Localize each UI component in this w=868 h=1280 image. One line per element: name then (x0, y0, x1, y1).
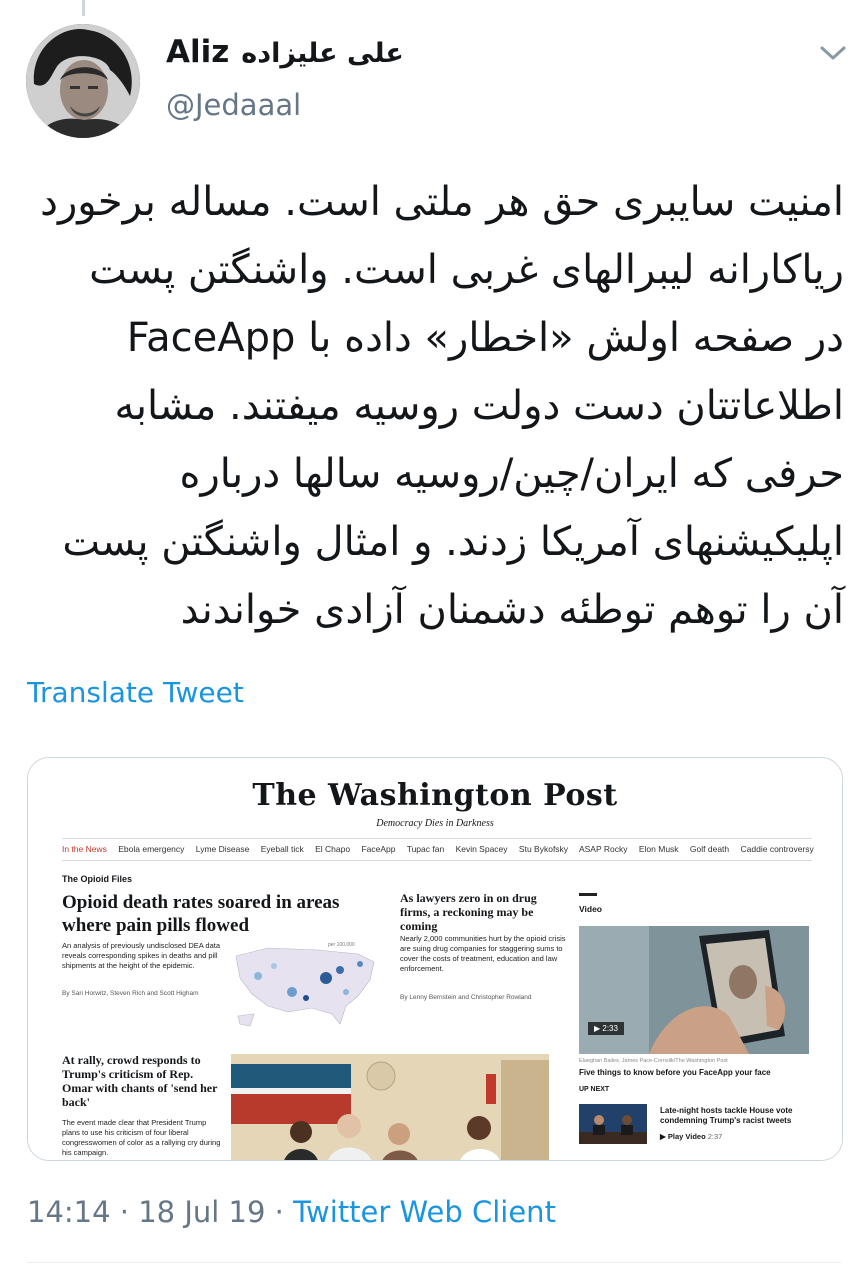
tweet-meta: 14:14 · 18 Jul 19 · Twitter Web Client (27, 1195, 556, 1229)
tweet-line: حرفی که ایران/چین/روسیه سالها درباره (179, 451, 844, 497)
author-name-persian[interactable]: علی علیزاده (241, 38, 404, 69)
tweet-line: اطلاعاتتان دست دولت روسیه میفتند. مشابه (114, 383, 844, 429)
tweet-time[interactable]: 14:14 (27, 1195, 111, 1229)
nav-item: In the News (62, 844, 107, 854)
newspaper-logo: The Washington Post (252, 778, 618, 813)
us-map-image (228, 936, 383, 1031)
nav-item: Eyeball tick (260, 844, 304, 854)
third-headline: At rally, crowd responds to Trump's criticism of Rep. Omar with chants of 'send her back' (62, 1053, 218, 1109)
nav-item: FaceApp (361, 844, 396, 854)
play-video-label: Play Video (667, 1132, 706, 1141)
nav-item: Stu Bykofsky (518, 844, 569, 854)
tweet-line: آن را توهم توطئه دشمنان آزادی خواندند (180, 587, 844, 633)
avatar-image (26, 24, 140, 138)
video-duration-text: 2:33 (602, 1024, 618, 1033)
nav-item: Tupac fan (406, 844, 445, 854)
nav-item: El Chapo (315, 844, 351, 854)
up-next-label: UP NEXT (579, 1086, 610, 1093)
divider (62, 838, 812, 839)
play-video-link: ▶ Play Video 2:37 (660, 1132, 723, 1141)
lead-headline: Opioid death rates soared in areas where pain pills flowed (62, 892, 340, 936)
video-credit: Elaeghan Bailes, James Pace-Cornsilk/The Washington Post (579, 1058, 728, 1064)
tweet-media[interactable] (27, 757, 843, 1161)
lead-kicker: The Opioid Files (62, 874, 133, 884)
chevron-down-icon[interactable] (818, 42, 848, 64)
tv-hosts-image (579, 1104, 647, 1144)
nav-item: ASAP Rocky (578, 844, 628, 854)
nav-item: Ebola emergency (118, 844, 185, 854)
author-handle[interactable]: @Jedaaal (166, 88, 302, 122)
nav-item: Kevin Spacey (455, 844, 508, 854)
up-next-thumbnail (579, 1104, 647, 1144)
tweet-line: ریاکارانه لیبرالهای غربی است. واشنگتن پست (89, 247, 844, 293)
newspaper-nav (62, 844, 822, 854)
second-dek: Nearly 2,000 communities hurt by the opioid crisis are suing drug companies for staggering sums to cover the costs of treatment, education and law enforcement. (400, 934, 566, 973)
second-byline: By Lenny Bernstein and Christopher Rowland (400, 994, 532, 1001)
lead-byline: By Sari Horwitz, Steven Rich and Scott Higham (62, 990, 199, 997)
map-caption: per 100,000 (328, 942, 355, 948)
up-next-headline: Late-night hosts tackle House vote condemning Trump's racist tweets (660, 1106, 793, 1125)
video-headline: Five things to know before you FaceApp your face (579, 1068, 771, 1077)
nav-item: Lyme Disease (195, 844, 250, 854)
rally-photo (231, 1054, 549, 1161)
lead-dek: An analysis of previously undisclosed DEA data reveals corresponding spikes in deaths and pill shipments at the height of the epidemic. (62, 941, 221, 970)
rally-photo-image (231, 1054, 549, 1161)
newspaper-screenshot (28, 758, 842, 1160)
newspaper-tagline: Democracy Dies in Darkness (376, 818, 494, 829)
play-video-duration: 2:37 (707, 1132, 723, 1141)
video-section-bar (579, 893, 597, 896)
nav-item: Elon Musk (638, 844, 679, 854)
nav-item: Golf death (689, 844, 730, 854)
tweet-line: امنیت سایبری حق هر ملتی است. مساله برخورد (40, 179, 844, 225)
author-name[interactable] (166, 34, 404, 70)
video-duration: ▶ 2:33 (588, 1022, 624, 1035)
tweet-line: اپلیکیشنهای آمریکا زدند. و امثال واشنگتن پست (62, 519, 844, 565)
nav-item: Caddie controversy (740, 844, 814, 854)
tweet-text (24, 168, 844, 644)
third-dek: The event made clear that President Trump plans to use his criticism of four liberal congresswomen of color as a rallying cry during his campaign. (62, 1118, 221, 1157)
tweet-date[interactable]: 18 Jul 19 (138, 1195, 266, 1229)
author-name-latin[interactable]: Aliz (166, 34, 230, 70)
divider (62, 860, 812, 861)
second-headline: As lawyers zero in on drug firms, a reckoning may be coming (400, 891, 537, 933)
video-section-label: Video (579, 904, 602, 914)
translate-tweet-link[interactable]: Translate Tweet (27, 676, 244, 709)
tweet-line: در صفحه اولش «اخطار» داده با FaceApp (126, 315, 844, 361)
tweet-client-link[interactable]: Twitter Web Client (293, 1195, 556, 1229)
avatar[interactable] (26, 24, 140, 138)
thread-line (82, 0, 85, 16)
divider (27, 1262, 841, 1263)
